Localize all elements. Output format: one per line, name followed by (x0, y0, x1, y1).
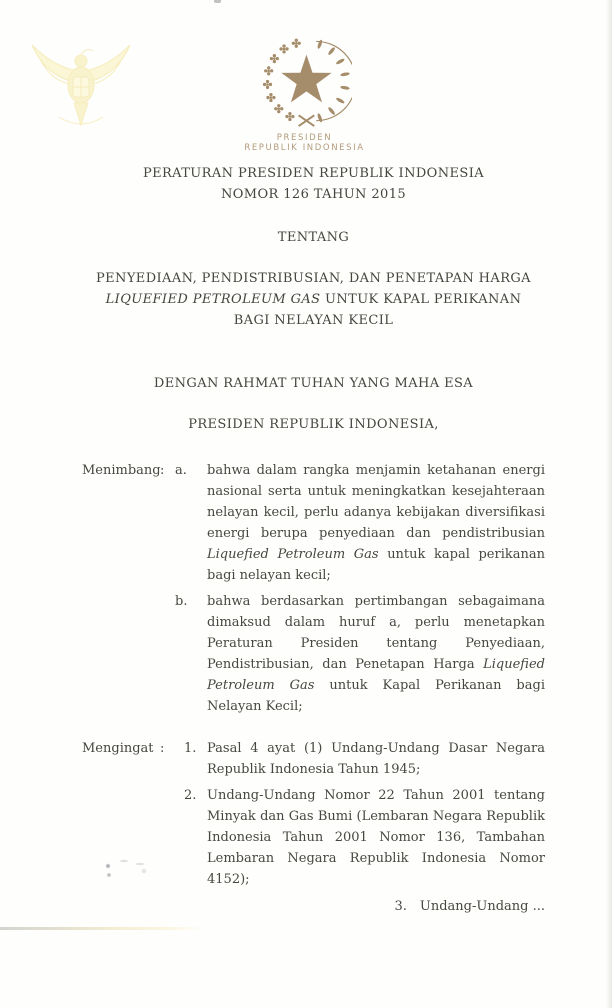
item-marker: b. (175, 594, 188, 609)
authority-line: PRESIDEN REPUBLIK INDONESIA, (188, 417, 439, 432)
pencil-smudge (100, 855, 152, 881)
item-marker: a. (175, 463, 187, 478)
subject-line-2: LIQUEFIED PETROLEUM GAS UNTUK KAPAL PERIKANAN (105, 292, 522, 307)
emblem-caption-line1: PRESIDEN (276, 133, 333, 143)
mengingat-colon: : (160, 741, 165, 756)
emblem-caption-line2: REPUBLIK INDONESIA (244, 143, 365, 153)
right-scan-edge (606, 0, 612, 1008)
catchword-marker: 3. (394, 899, 407, 914)
scan-edge-line (0, 927, 206, 930)
top-scan-tick (214, 0, 221, 3)
menimbang-item-a (82, 460, 545, 586)
item-text: bahwa dalam rangka menjamin ketahanan energi nasional serta untuk meningkatkan kesejahteraan nelayan kecil, perlu adanya kebijakan diversifikasi energi berupa penyediaan dan pendistribusian Liquefied Petroleum Gas untuk kapal perikanan bagi nelayan kecil; (207, 463, 545, 583)
item-text: Pasal 4 ayat (1) Undang-Undang Dasar Negara Republik Indonesia Tahun 1945; (207, 741, 545, 777)
subject-line-3: BAGI NELAYAN KECIL (233, 313, 394, 328)
title-line-2: NOMOR 126 TAHUN 2015 (220, 187, 407, 202)
page-catchword (82, 896, 545, 917)
item-marker: 2. (184, 788, 197, 803)
subject-line-1: PENYEDIAAN, PENDISTRIBUSIAN, DAN PENETAPAN HARGA (96, 271, 531, 286)
menimbang-label: Menimbang (82, 463, 161, 478)
menimbang-item-b (82, 591, 545, 717)
grace-line: DENGAN RAHMAT TUHAN YANG MAHA ESA (153, 376, 474, 391)
regulation-subject (82, 268, 545, 331)
tentang-heading: TENTANG (277, 230, 350, 245)
mengingat-item-1 (82, 738, 545, 780)
item-text: Undang-Undang Nomor 22 Tahun 2001 tentang Minyak dan Gas Bumi (Lembaran Negara Republik Indonesia Tahun 2001 Nomor 136, Tambahan Lembaran Negara Republik Indonesia Nomor 4152); (207, 788, 545, 887)
star-wreath-emblem-icon (257, 38, 352, 132)
item-marker: 1. (184, 741, 197, 756)
menimbang-colon: : (160, 463, 165, 478)
title-line-1: PERATURAN PRESIDEN REPUBLIK INDONESIA (142, 166, 485, 181)
item-text: bahwa berdasarkan pertimbangan sebagaimana dimaksud dalam huruf a, perlu menetapkan Peraturan Presiden tentang Penyediaan, Pendistribusian, dan Penetapan Harga Liquefied Petroleum Gas untuk Kapal Perikanan bagi Nelayan Kecil; (207, 594, 545, 714)
presidential-emblem (82, 38, 545, 153)
regulation-title (82, 163, 545, 205)
mengingat-label: Mengingat (82, 741, 154, 756)
regulation-body (82, 460, 545, 917)
catchword-text: Undang-Undang ... (419, 899, 545, 914)
